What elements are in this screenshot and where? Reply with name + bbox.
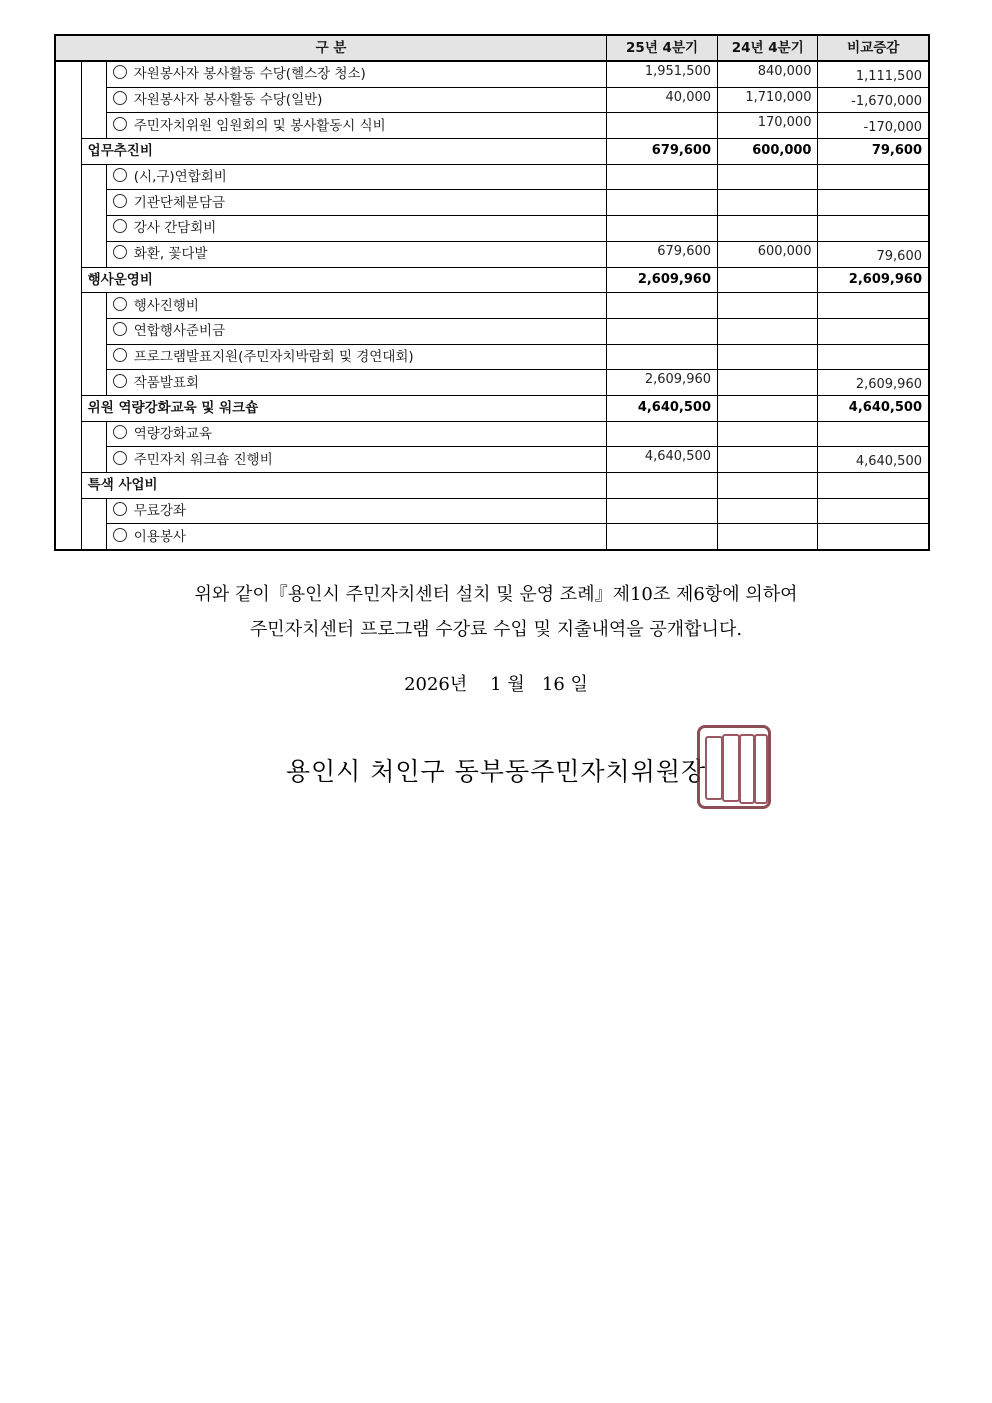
value-q4-25 [607, 498, 718, 524]
item-label-cell [106, 216, 606, 242]
outer-margin-cell [55, 61, 81, 550]
value-diff [818, 473, 929, 499]
item-label: 주민자치 워크숍 진행비 [133, 451, 273, 468]
item-label-cell [106, 498, 606, 524]
notice-line-2: 주민자치센터 프로그램 수강료 수입 및 지출내역을 공개합니다. [249, 619, 743, 640]
value-diff: 2,609,960 [818, 370, 929, 396]
item-label-cell [106, 344, 606, 370]
value-diff [818, 498, 929, 524]
category-row [55, 139, 929, 165]
circle-bullet-icon [113, 245, 127, 259]
header-q4-24: 24년 4분기 [718, 35, 818, 61]
table-header-row [55, 35, 929, 61]
value-q4-25 [607, 293, 718, 319]
item-label-cell [106, 164, 606, 190]
table-row [55, 293, 929, 319]
value-q4-24: 1,710,000 [718, 87, 818, 113]
value-q4-24 [718, 216, 818, 242]
value-q4-24 [718, 395, 818, 421]
indent-cell [81, 498, 106, 550]
value-q4-25: 1,951,500 [607, 61, 718, 87]
table-row [55, 87, 929, 113]
value-q4-24 [718, 164, 818, 190]
value-q4-25 [607, 318, 718, 344]
value-q4-25 [607, 421, 718, 447]
table-row [55, 370, 929, 396]
value-q4-24: 840,000 [718, 61, 818, 87]
value-q4-25 [607, 164, 718, 190]
category-label: 행사운영비 [81, 267, 606, 293]
category-label: 업무추진비 [81, 139, 606, 165]
item-label-cell [106, 318, 606, 344]
notice-line-1: 위와 같이『용인시 주민자치센터 설치 및 운영 조례』제10조 제6항에 의하여 [194, 584, 798, 605]
item-label: (시,구)연합회비 [133, 169, 227, 186]
value-diff [818, 164, 929, 190]
header-diff: 비교증감 [818, 35, 929, 61]
category-label: 특색 사업비 [81, 473, 606, 499]
indent-cell [81, 164, 106, 267]
value-diff: 79,600 [818, 139, 929, 165]
category-label: 위원 역량강화교육 및 워크숍 [81, 395, 606, 421]
item-label-cell [106, 61, 606, 87]
value-q4-25: 40,000 [607, 87, 718, 113]
value-q4-25 [607, 113, 718, 139]
table-row [55, 113, 929, 139]
circle-bullet-icon [113, 194, 127, 208]
value-q4-25 [607, 473, 718, 499]
item-label: 화환, 꽃다발 [133, 246, 208, 263]
indent-cell [81, 421, 106, 472]
official-seal-icon [697, 725, 771, 809]
circle-bullet-icon [113, 528, 127, 542]
circle-bullet-icon [113, 322, 127, 336]
header-q4-25: 25년 4분기 [607, 35, 718, 61]
circle-bullet-icon [113, 374, 127, 388]
value-q4-24 [718, 421, 818, 447]
value-q4-25: 679,600 [607, 139, 718, 165]
value-q4-24: 600,000 [718, 241, 818, 267]
value-q4-25: 4,640,500 [607, 395, 718, 421]
circle-bullet-icon [113, 117, 127, 131]
item-label-cell [106, 370, 606, 396]
notice-date: 2026년 1 월 16 일 [404, 674, 588, 695]
table-row [55, 344, 929, 370]
item-label: 프로그램발표지원(주민자치박람회 및 경연대회) [133, 348, 414, 365]
header-category: 구 분 [55, 35, 607, 61]
item-label: 행사진행비 [133, 297, 199, 314]
item-label: 연합행사준비금 [133, 323, 226, 340]
value-q4-24: 600,000 [718, 139, 818, 165]
value-q4-25: 2,609,960 [607, 370, 718, 396]
value-q4-24 [718, 190, 818, 216]
table-row [55, 318, 929, 344]
item-label-cell [106, 113, 606, 139]
budget-table [54, 34, 930, 551]
value-diff [818, 293, 929, 319]
value-q4-24 [718, 318, 818, 344]
table-row [55, 216, 929, 242]
circle-bullet-icon [113, 168, 127, 182]
value-diff: -1,670,000 [818, 87, 929, 113]
value-q4-25 [607, 216, 718, 242]
signature-name: 용인시 처인구 동부동주민자치위원장 [285, 757, 707, 786]
value-q4-24 [718, 344, 818, 370]
value-diff [818, 421, 929, 447]
item-label: 작품발표회 [133, 374, 199, 391]
value-q4-25 [607, 524, 718, 550]
value-q4-24 [718, 447, 818, 473]
item-label-cell [106, 190, 606, 216]
value-diff [818, 190, 929, 216]
value-q4-24: 170,000 [718, 113, 818, 139]
value-q4-24 [718, 498, 818, 524]
item-label-cell [106, 524, 606, 550]
category-row [55, 267, 929, 293]
value-q4-25 [607, 190, 718, 216]
table-row [55, 164, 929, 190]
circle-bullet-icon [113, 348, 127, 362]
value-diff [818, 216, 929, 242]
circle-bullet-icon [113, 297, 127, 311]
indent-cell [81, 293, 106, 396]
item-label: 역량강화교육 [133, 425, 213, 442]
item-label: 주민자치위원 임원회의 및 봉사활동시 식비 [133, 117, 386, 134]
category-row [55, 395, 929, 421]
circle-bullet-icon [113, 219, 127, 233]
table-row [55, 447, 929, 473]
value-diff [818, 524, 929, 550]
value-diff: 79,600 [818, 241, 929, 267]
value-diff: -170,000 [818, 113, 929, 139]
value-diff: 1,111,500 [818, 61, 929, 87]
value-q4-25: 679,600 [607, 241, 718, 267]
item-label-cell [106, 87, 606, 113]
value-q4-25 [607, 344, 718, 370]
item-label: 강사 간담회비 [133, 220, 217, 237]
category-row [55, 473, 929, 499]
value-diff [818, 318, 929, 344]
value-q4-24 [718, 267, 818, 293]
value-diff [818, 344, 929, 370]
value-diff: 4,640,500 [818, 395, 929, 421]
value-q4-25: 2,609,960 [607, 267, 718, 293]
circle-bullet-icon [113, 65, 127, 79]
table-row [55, 61, 929, 87]
table-row [55, 524, 929, 550]
value-q4-24 [718, 293, 818, 319]
item-label: 자원봉사자 봉사활동 수당(일반) [133, 92, 323, 109]
value-q4-24 [718, 473, 818, 499]
value-diff: 2,609,960 [818, 267, 929, 293]
item-label-cell [106, 293, 606, 319]
table-row [55, 190, 929, 216]
table-row [55, 241, 929, 267]
item-label: 자원봉사자 봉사활동 수당(헬스장 청소) [133, 66, 366, 83]
circle-bullet-icon [113, 425, 127, 439]
item-label: 기관단체분담금 [133, 194, 226, 211]
circle-bullet-icon [113, 502, 127, 516]
circle-bullet-icon [113, 91, 127, 105]
value-diff: 4,640,500 [818, 447, 929, 473]
item-label-cell [106, 241, 606, 267]
table-row [55, 421, 929, 447]
item-label: 무료강좌 [133, 503, 186, 520]
value-q4-25: 4,640,500 [607, 447, 718, 473]
item-label-cell [106, 447, 606, 473]
circle-bullet-icon [113, 451, 127, 465]
table-row [55, 498, 929, 524]
item-label: 이용봉사 [133, 528, 186, 545]
item-label-cell [106, 421, 606, 447]
value-q4-24 [718, 370, 818, 396]
value-q4-24 [718, 524, 818, 550]
indent-cell [81, 61, 106, 139]
